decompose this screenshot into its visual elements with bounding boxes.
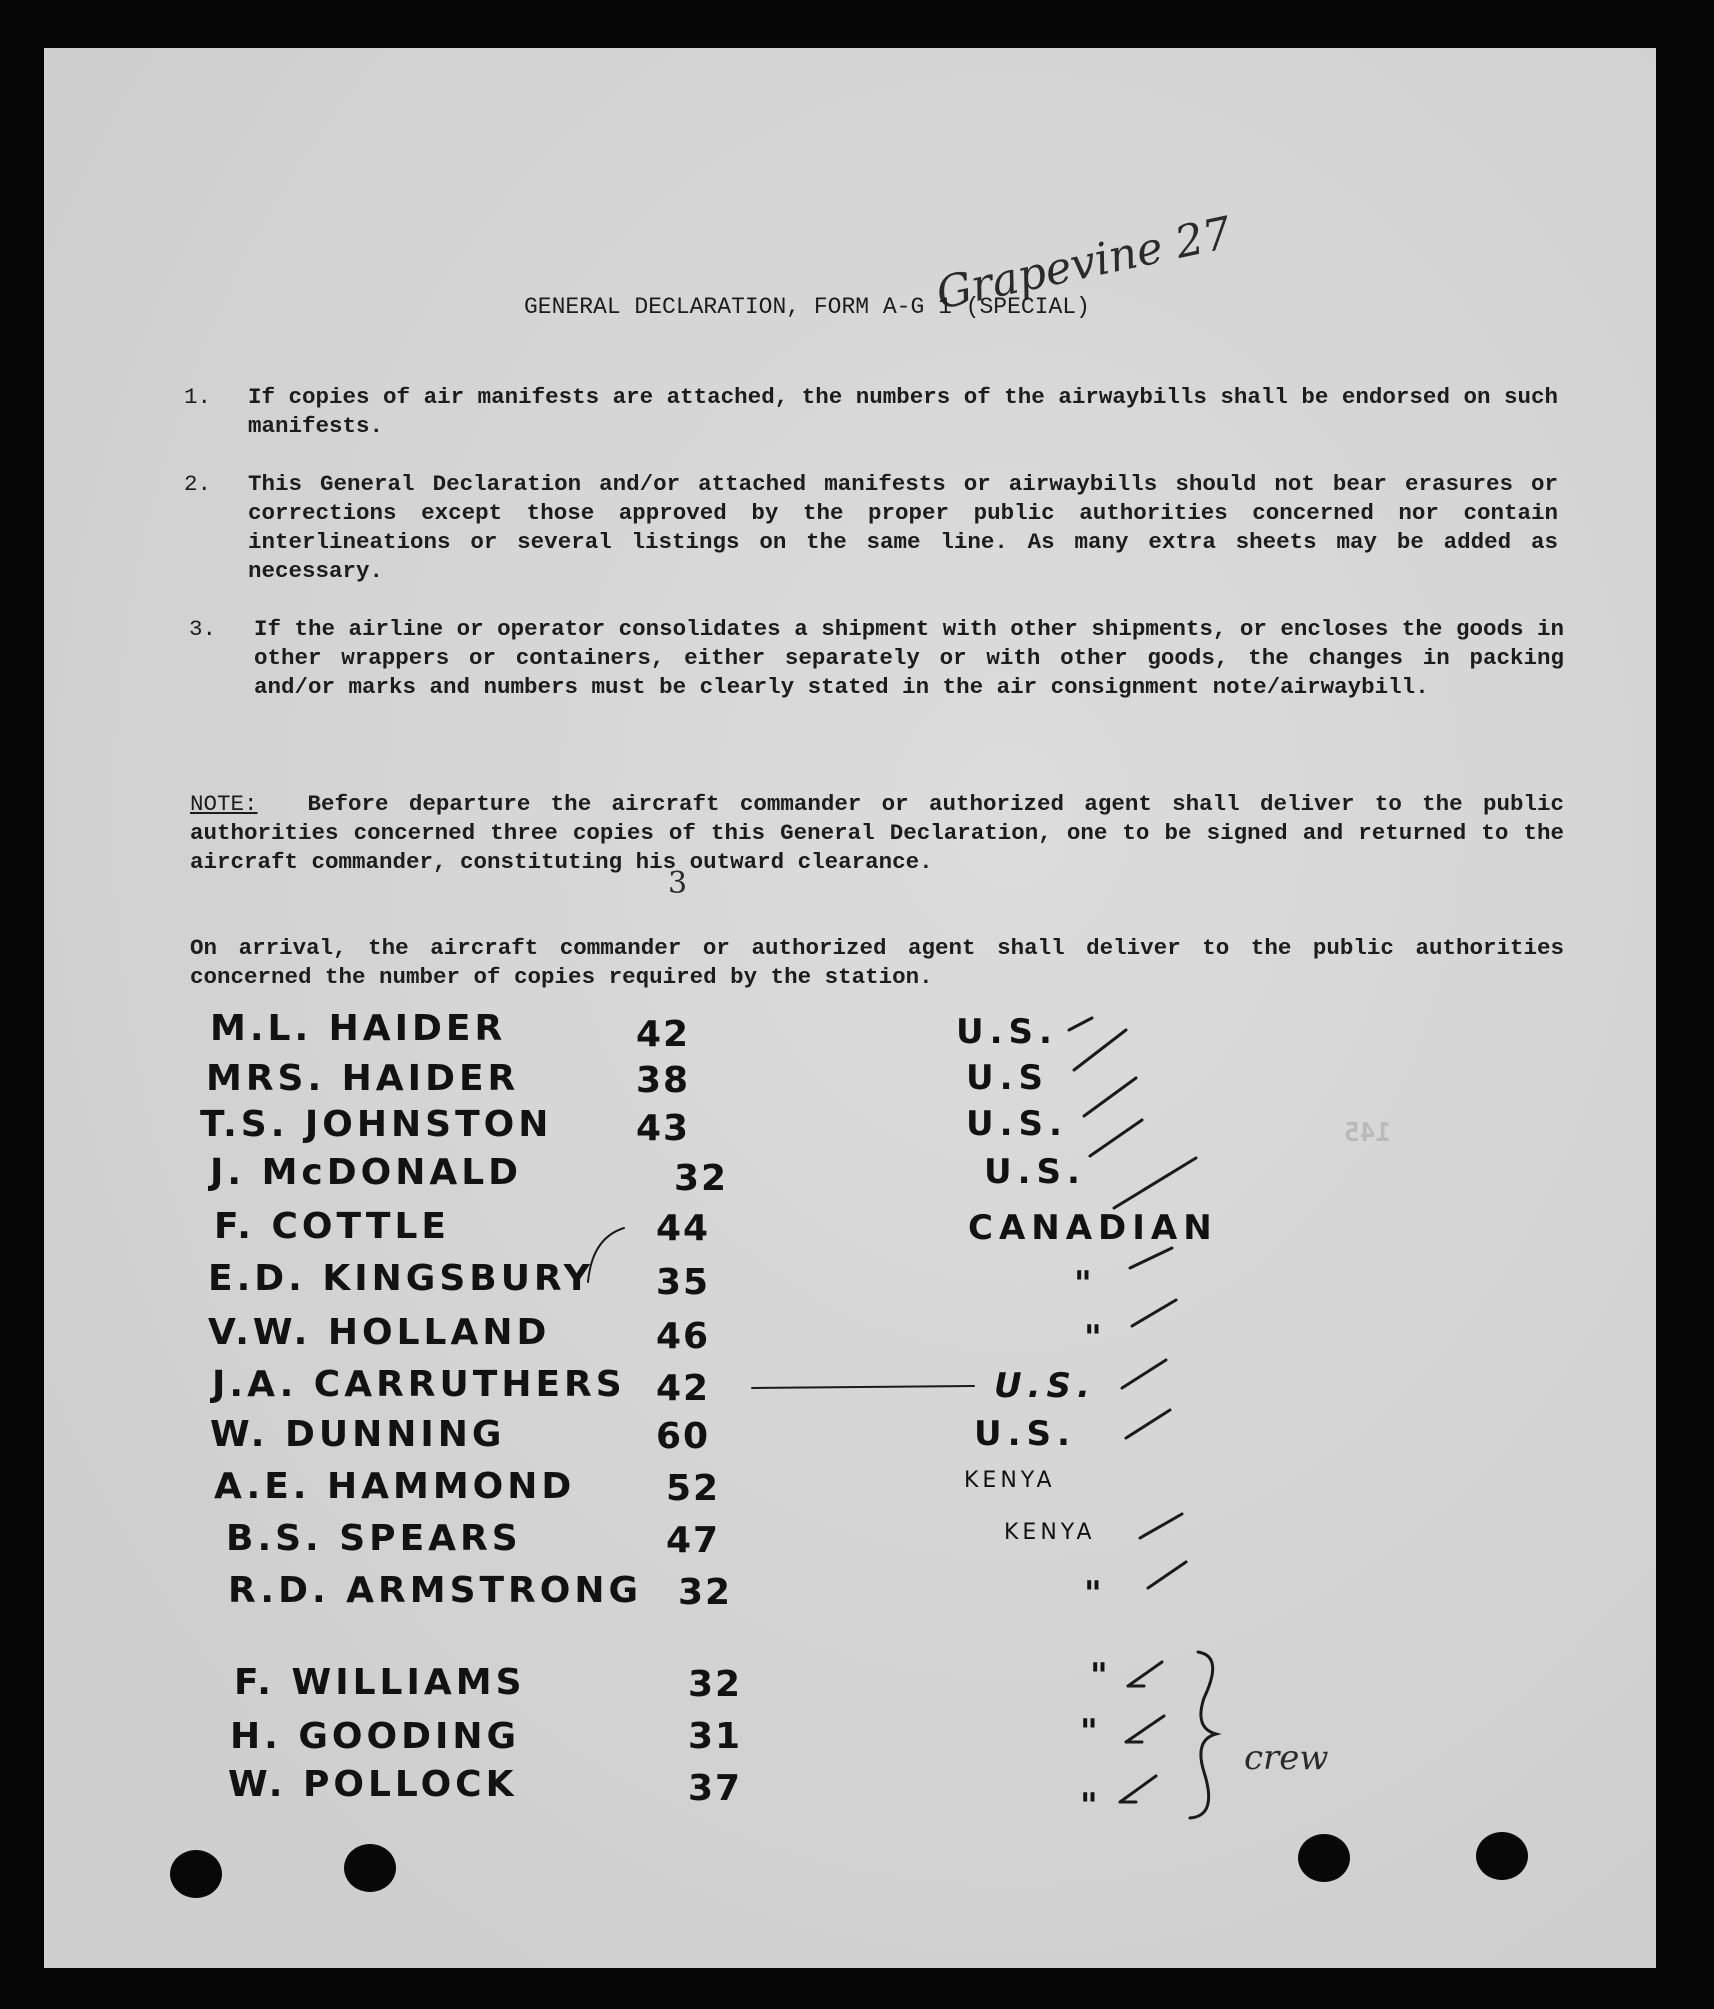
- crew-name: F. WILLIAMS: [234, 1662, 526, 1703]
- passenger-age: 35: [656, 1262, 711, 1303]
- check-mark: [1126, 1410, 1170, 1438]
- binder-hole: [344, 1844, 396, 1892]
- check-mark: [1069, 1018, 1092, 1030]
- crew-name: H. GOODING: [230, 1716, 521, 1757]
- check-mark: [1120, 1776, 1156, 1802]
- passenger-name: R.D. ARMSTRONG: [228, 1570, 643, 1611]
- instruction-number: 2.: [184, 471, 212, 497]
- passenger-name: A.E. HAMMOND: [214, 1466, 576, 1507]
- passenger-name: V.W. HOLLAND: [208, 1312, 551, 1353]
- passenger-nationality: KENYA: [1004, 1520, 1096, 1545]
- passenger-nationality: CANADIAN: [968, 1208, 1218, 1248]
- passenger-nationality: U.S.: [966, 1104, 1068, 1144]
- passenger-nationality: U.S.: [984, 1152, 1086, 1192]
- crew-age: 37: [688, 1768, 743, 1809]
- crew-age: 31: [688, 1716, 743, 1757]
- declaration-sheet: [44, 48, 1656, 1968]
- passenger-name: B.S. SPEARS: [226, 1518, 522, 1559]
- crew-nationality: ": [1080, 1786, 1104, 1826]
- passenger-name: MRS. HAIDER: [206, 1058, 520, 1099]
- passenger-name: W. DUNNING: [210, 1414, 506, 1455]
- guide-line: [752, 1386, 974, 1388]
- passenger-name: F. COTTLE: [214, 1206, 451, 1247]
- crew-brace: [1190, 1652, 1216, 1818]
- passenger-age: 60: [656, 1416, 711, 1457]
- instruction-text: This General Declaration and/or attached manifests or airwaybills should not bear erasures or corrections except those approved by the proper public authorities concerned nor contain interlineations or several listings on the same line. As many extra sheets may be added as necessary.: [248, 471, 1558, 584]
- passenger-nationality: ": [1074, 1264, 1098, 1304]
- top-scribble: Grapevine 27: [931, 207, 1236, 320]
- passenger-age: 52: [666, 1468, 721, 1509]
- binder-hole: [1298, 1834, 1350, 1882]
- crew-nationality: ": [1080, 1712, 1104, 1752]
- passenger-age: 32: [674, 1158, 729, 1199]
- passenger-nationality: U.S: [966, 1058, 1050, 1098]
- passenger-age: 42: [636, 1014, 691, 1055]
- passenger-age: 47: [666, 1520, 721, 1561]
- pen-marks: [44, 48, 1656, 1968]
- crew-nationality: ": [1090, 1656, 1114, 1696]
- passenger-age: 32: [678, 1572, 733, 1613]
- passenger-nationality: ": [1084, 1574, 1108, 1614]
- passenger-age: 43: [636, 1108, 691, 1149]
- check-mark: [1084, 1078, 1136, 1116]
- binder-hole: [170, 1850, 222, 1898]
- passenger-age: 38: [636, 1060, 691, 1101]
- crew-name: W. POLLOCK: [228, 1764, 518, 1805]
- check-mark: [1140, 1514, 1182, 1538]
- binder-hole: [1476, 1832, 1528, 1880]
- instruction-number: 3.: [189, 616, 217, 642]
- instruction-number: 1.: [184, 384, 212, 410]
- check-mark: [1122, 1360, 1166, 1388]
- instruction-text: If copies of air manifests are attached, the numbers of the airwaybills shall be endorsed on such manifests.: [248, 384, 1558, 439]
- crew-label: crew: [1244, 1738, 1329, 1778]
- check-mark: [1126, 1716, 1164, 1742]
- passenger-age: 46: [656, 1316, 711, 1357]
- note-text: Before departure the aircraft commander or authorized agent shall deliver to the public authorities concerned three copies of this General Declaration, one to be signed and returned to the aircraft commander, constituting his outward clearance.: [190, 791, 1564, 875]
- bleed-number: 145: [1344, 1118, 1391, 1148]
- guide-line: [588, 1228, 624, 1282]
- check-mark: [1074, 1030, 1126, 1070]
- check-mark: [1090, 1120, 1142, 1156]
- note-label: NOTE:: [190, 791, 258, 817]
- passenger-age: 44: [656, 1208, 711, 1249]
- passenger-name: J.A. CARRUTHERS: [212, 1364, 626, 1405]
- check-mark: [1114, 1158, 1196, 1208]
- passenger-nationality: KENYA: [964, 1468, 1056, 1493]
- passenger-name: J. McDONALD: [210, 1152, 523, 1193]
- passenger-name: T.S. JOHNSTON: [200, 1104, 553, 1145]
- arrival-paragraph: On arrival, the aircraft commander or authorized agent shall deliver to the public authorities concerned the number of copies required by the station.: [190, 935, 1564, 990]
- passenger-name: E.D. KINGSBURY: [208, 1258, 594, 1299]
- passenger-nationality: U.S.: [974, 1414, 1076, 1454]
- passenger-nationality: U.S.: [956, 1012, 1058, 1052]
- passenger-name: M.L. HAIDER: [210, 1008, 507, 1049]
- crew-age: 32: [688, 1664, 743, 1705]
- passenger-age: 42: [656, 1368, 711, 1409]
- check-mark: [1148, 1562, 1186, 1588]
- form-title: GENERAL DECLARATION, FORM A-G 1 (SPECIAL): [524, 294, 1090, 320]
- passenger-nationality: ": [1084, 1318, 1108, 1358]
- instruction-text: If the airline or operator consolidates a shipment with other shipments, or encloses the goods in other wrappers or containers, either separately or with other goods, the changes in packing and/or marks and numbers must be clearly stated in the air consignment note/airwaybill.: [254, 616, 1564, 700]
- copies-digit: 3: [668, 866, 688, 901]
- check-mark: [1132, 1300, 1176, 1326]
- check-mark: [1130, 1248, 1172, 1268]
- passenger-nationality: U.S.: [994, 1366, 1096, 1406]
- check-mark: [1128, 1662, 1162, 1686]
